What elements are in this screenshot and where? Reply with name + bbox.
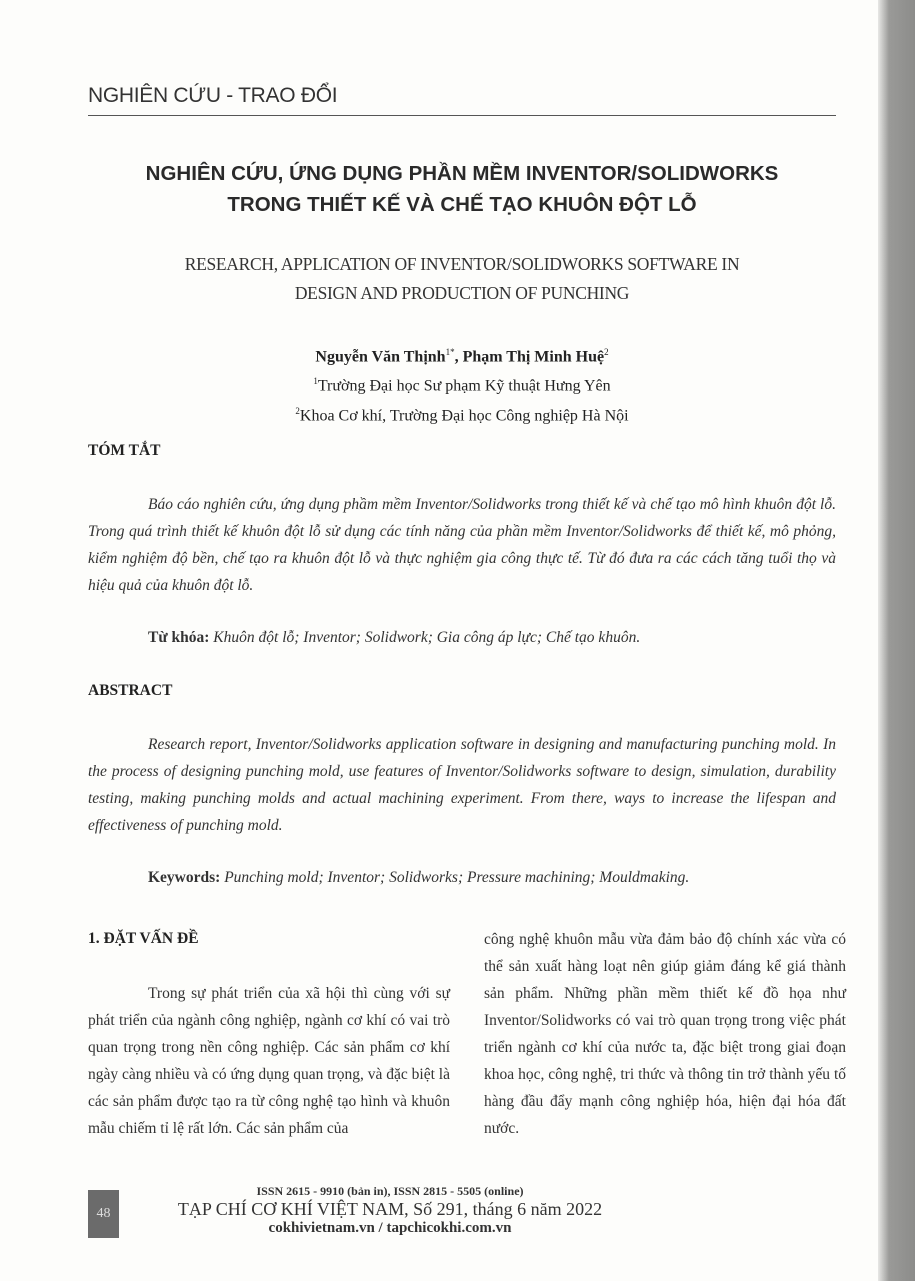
author-sep: , — [454, 348, 463, 366]
summary-text: Báo cáo nghiên cứu, ứng dụng phầm mềm Inventor/Solidworks trong thiết kế và chế tạo mô hình khuôn đột lỗ. Trong quá trình thiết kế khuôn đột lỗ sử dụng các tính năng của phần mềm Inventor/Solidworks để thiết kế, mô phỏng, kiểm nghiệm độ bền, chế tạo ra khuôn đột lỗ và thực nghiệm gia công thực tế. Từ đó đưa ra các cách tăng tuổi thọ và hiệu quả của khuôn đột lỗ. — [88, 496, 836, 594]
title-vi-line: TRONG THIẾT KẾ VÀ CHẾ TẠO KHUÔN ĐỘT LỖ — [227, 193, 697, 216]
section-1-heading: 1. ĐẶT VẤN ĐỀ — [88, 930, 199, 947]
author-line — [88, 340, 836, 369]
kw-label: Keywords: — [148, 869, 221, 886]
body-column-right: công nghệ khuôn mẫu vừa đảm bảo độ chính xác vừa có thể sản xuất hàng loạt nên giúp giảm đáng kể giá thành sản phẩm. Những phần mềm thiết kế đồ họa như Inventor/Solidworks có vai trò quan trọng trong việc phát triển ngành cơ khí của nước ta, đặc biệt trong giai đoạn khoa học, công nghệ, tri thức và thông tin trở thành yếu tố hàng đầu đẩy mạnh công nghiệp hóa, hiện đại hóa đất nước. — [484, 931, 846, 1137]
abstract-keywords — [148, 869, 838, 887]
page-number: 48 — [88, 1190, 119, 1238]
author-1: Nguyễn Văn Thịnh — [315, 348, 446, 366]
summary-heading: TÓM TẮT — [88, 442, 161, 459]
affiliation-2 — [88, 399, 836, 428]
footer-issn: ISSN 2615 - 9910 (bản in), ISSN 2815 - 5505 (online) — [256, 1184, 524, 1198]
aff1-sup: 1 — [313, 376, 318, 387]
abstract-text: Research report, Inventor/Solidworks application software in designing and manufacturing punching mold. In the process of designing punching mold, use features of Inventor/Solidworks software to design, simulation, durability testing, making punching molds and actual machining experiment. From there, ways to increase the lifespan and effectiveness of punching mold. — [88, 736, 836, 834]
title-en — [88, 250, 836, 308]
authors-block — [88, 340, 836, 428]
footer-journal: TẠP CHÍ CƠ KHÍ VIỆT NAM, Số 291, tháng 6 năm 2022 — [177, 1199, 603, 1219]
header-rule — [88, 115, 836, 116]
kw-text: Punching mold; Inventor; Solidworks; Pressure machining; Mouldmaking. — [224, 869, 690, 886]
title-en-line: DESIGN AND PRODUCTION OF PUNCHING — [294, 283, 630, 303]
author-2: Phạm Thị Minh Huệ — [462, 348, 605, 366]
affiliation-1 — [88, 369, 836, 398]
title-vi — [88, 158, 836, 220]
section-label: NGHIÊN CỨU - TRAO ĐỔI — [88, 84, 338, 107]
title-vi-line: NGHIÊN CỨU, ỨNG DỤNG PHẦN MỀM INVENTOR/SOLIDWORKS — [145, 162, 779, 185]
author-2-sup: 2 — [604, 347, 609, 357]
kw-text: Khuôn đột lỗ; Inventor; Solidwork; Gia công áp lực; Chế tạo khuôn. — [213, 629, 641, 646]
kw-label: Từ khóa: — [148, 629, 210, 646]
title-en-line: RESEARCH, APPLICATION OF INVENTOR/SOLIDWORKS SOFTWARE IN — [184, 254, 740, 274]
summary-keywords — [148, 629, 838, 647]
body-column-left: Trong sự phát triển của xã hội thì cùng với sự phát triển của ngành công nghiệp, ngành cơ khí có vai trò quan trọng trong nền công nghiệp. Các sản phẩm cơ khí ngày càng nhiều và có ứng dụng quan trọng, và đặc biệt là các sản phẩm được tạo ra từ công nghệ tạo hình và khuôn mẫu chiếm tỉ lệ rất lớn. Các sản phẩm của — [88, 985, 450, 1137]
aff2-text: Khoa Cơ khí, Trường Đại học Công nghiệp Hà Nội — [299, 406, 629, 424]
aff1-text: Trường Đại học Sư phạm Kỹ thuật Hưng Yên — [317, 377, 611, 395]
aff2-sup: 2 — [295, 405, 300, 416]
footer-site: cokhivietnam.vn / tapchicokhi.com.vn — [268, 1220, 512, 1236]
footer — [150, 1184, 630, 1237]
scan-edge — [878, 0, 915, 1281]
author-1-sup: 1* — [445, 347, 455, 357]
abstract-heading: ABSTRACT — [88, 682, 173, 699]
